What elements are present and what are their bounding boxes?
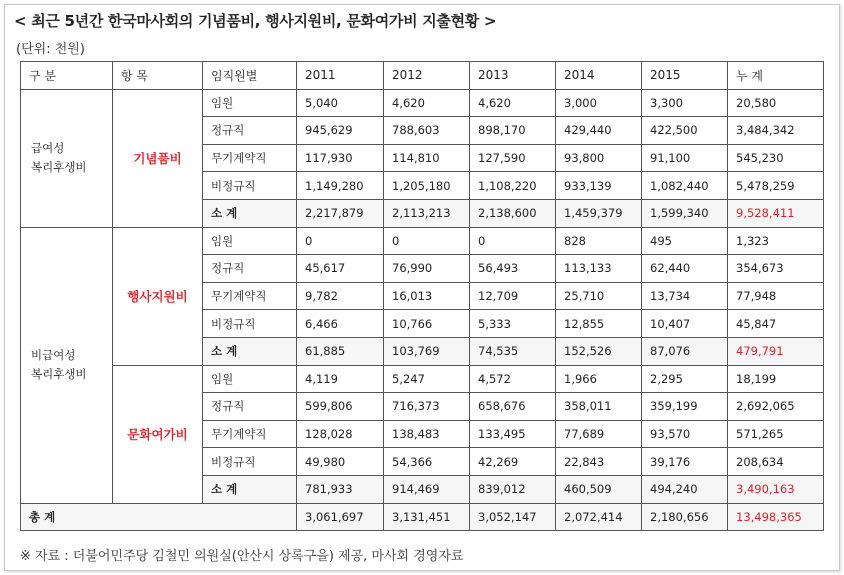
value-cell: 945,629	[297, 117, 384, 145]
value-cell: 933,139	[556, 172, 642, 200]
cumulative-cell: 5,478,259	[728, 172, 824, 200]
value-cell: 781,933	[297, 475, 384, 503]
value-cell: 1,149,280	[297, 172, 384, 200]
value-cell: 93,800	[556, 144, 642, 172]
value-cell: 127,590	[470, 144, 556, 172]
value-cell: 22,843	[556, 448, 642, 476]
value-cell: 359,199	[642, 393, 728, 421]
staff-type-cell: 소 계	[203, 337, 297, 365]
staff-type-cell: 소 계	[203, 475, 297, 503]
cumulative-cell: 208,634	[728, 448, 824, 476]
header-row	[21, 62, 824, 90]
grand-total-label: 총 계	[21, 503, 297, 530]
header-cell-staff-type: 임직원별	[203, 62, 297, 90]
value-cell: 2,113,213	[384, 199, 470, 227]
value-cell: 429,440	[556, 117, 642, 145]
value-cell: 0	[470, 227, 556, 255]
document-title: < 최근 5년간 한국마사회의 기념품비, 행사지원비, 문화여가비 지출현황 >	[14, 12, 497, 30]
table-row	[21, 227, 824, 255]
staff-type-cell: 소 계	[203, 199, 297, 227]
item-label: 기념품비	[113, 89, 203, 227]
value-cell: 460,509	[556, 475, 642, 503]
value-cell: 25,710	[556, 282, 642, 310]
value-cell: 49,980	[297, 448, 384, 476]
cumulative-cell: 18,199	[728, 365, 824, 393]
value-cell: 76,990	[384, 255, 470, 283]
value-cell: 898,170	[470, 117, 556, 145]
value-cell: 716,373	[384, 393, 470, 421]
value-cell: 42,269	[470, 448, 556, 476]
value-cell: 114,810	[384, 144, 470, 172]
value-cell: 9,782	[297, 282, 384, 310]
staff-type-cell: 비정규직	[203, 448, 297, 476]
cumulative-cell: 3,490,163	[728, 475, 824, 503]
value-cell: 1,599,340	[642, 199, 728, 227]
value-cell: 1,966	[556, 365, 642, 393]
grand-total-value: 3,131,451	[384, 503, 470, 530]
cumulative-cell: 571,265	[728, 420, 824, 448]
value-cell: 13,734	[642, 282, 728, 310]
header-cell-cumulative: 누 계	[728, 62, 824, 90]
cumulative-cell: 354,673	[728, 255, 824, 283]
item-label: 행사지원비	[113, 227, 203, 365]
grand-total-value: 3,052,147	[470, 503, 556, 530]
cumulative-cell: 9,528,411	[728, 199, 824, 227]
staff-type-cell: 비정규직	[203, 310, 297, 338]
cumulative-cell: 1,323	[728, 227, 824, 255]
header-cell-2014: 2014	[556, 62, 642, 90]
group-label-nonwage-welfare: 비급여성 복리후생비	[21, 227, 113, 503]
value-cell: 3,300	[642, 89, 728, 117]
value-cell: 4,572	[470, 365, 556, 393]
header-cell-2015: 2015	[642, 62, 728, 90]
staff-type-cell: 정규직	[203, 393, 297, 421]
staff-type-cell: 무기계약직	[203, 420, 297, 448]
value-cell: 914,469	[384, 475, 470, 503]
value-cell: 495	[642, 227, 728, 255]
source-note: ※ 자료 : 더불어민주당 김철민 의원실(안산시 상록구을) 제공, 마사회 경영자료	[20, 549, 464, 564]
staff-type-cell: 임원	[203, 89, 297, 117]
value-cell: 74,535	[470, 337, 556, 365]
cumulative-cell: 45,847	[728, 310, 824, 338]
expenditure-table	[20, 61, 824, 531]
value-cell: 10,766	[384, 310, 470, 338]
value-cell: 0	[384, 227, 470, 255]
staff-type-cell: 임원	[203, 227, 297, 255]
value-cell: 133,495	[470, 420, 556, 448]
value-cell: 113,133	[556, 255, 642, 283]
cumulative-cell: 545,230	[728, 144, 824, 172]
value-cell: 5,040	[297, 89, 384, 117]
cumulative-cell: 2,692,065	[728, 393, 824, 421]
header-cell-2012: 2012	[384, 62, 470, 90]
staff-type-cell: 정규직	[203, 255, 297, 283]
grand-total-value: 3,061,697	[297, 503, 384, 530]
unit-note: (단위: 천원)	[16, 42, 85, 57]
staff-type-cell: 임원	[203, 365, 297, 393]
header-cell-item: 항 목	[113, 62, 203, 90]
value-cell: 5,247	[384, 365, 470, 393]
cumulative-cell: 20,580	[728, 89, 824, 117]
value-cell: 0	[297, 227, 384, 255]
value-cell: 6,466	[297, 310, 384, 338]
value-cell: 788,603	[384, 117, 470, 145]
value-cell: 93,570	[642, 420, 728, 448]
grand-total-row	[21, 503, 824, 530]
value-cell: 2,138,600	[470, 199, 556, 227]
value-cell: 152,526	[556, 337, 642, 365]
value-cell: 1,459,379	[556, 199, 642, 227]
value-cell: 91,100	[642, 144, 728, 172]
value-cell: 39,176	[642, 448, 728, 476]
value-cell: 138,483	[384, 420, 470, 448]
staff-type-cell: 무기계약직	[203, 144, 297, 172]
value-cell: 10,407	[642, 310, 728, 338]
header-cell-category: 구 분	[21, 62, 113, 90]
grand-total-cumulative: 13,498,365	[728, 503, 824, 530]
cumulative-cell: 3,484,342	[728, 117, 824, 145]
value-cell: 658,676	[470, 393, 556, 421]
grand-total-value: 2,180,656	[642, 503, 728, 530]
cumulative-cell: 77,948	[728, 282, 824, 310]
value-cell: 45,617	[297, 255, 384, 283]
header-cell-2013: 2013	[470, 62, 556, 90]
value-cell: 12,709	[470, 282, 556, 310]
value-cell: 77,689	[556, 420, 642, 448]
value-cell: 16,013	[384, 282, 470, 310]
value-cell: 3,000	[556, 89, 642, 117]
value-cell: 5,333	[470, 310, 556, 338]
value-cell: 1,082,440	[642, 172, 728, 200]
value-cell: 103,769	[384, 337, 470, 365]
item-label: 문화여가비	[113, 365, 203, 503]
table-row	[21, 365, 824, 393]
value-cell: 828	[556, 227, 642, 255]
value-cell: 422,500	[642, 117, 728, 145]
value-cell: 2,217,879	[297, 199, 384, 227]
staff-type-cell: 정규직	[203, 117, 297, 145]
value-cell: 128,028	[297, 420, 384, 448]
value-cell: 87,076	[642, 337, 728, 365]
value-cell: 599,806	[297, 393, 384, 421]
staff-type-cell: 무기계약직	[203, 282, 297, 310]
grand-total-value: 2,072,414	[556, 503, 642, 530]
value-cell: 2,295	[642, 365, 728, 393]
header-cell-2011: 2011	[297, 62, 384, 90]
staff-type-cell: 비정규직	[203, 172, 297, 200]
value-cell: 358,011	[556, 393, 642, 421]
value-cell: 54,366	[384, 448, 470, 476]
value-cell: 62,440	[642, 255, 728, 283]
cumulative-cell: 479,791	[728, 337, 824, 365]
value-cell: 117,930	[297, 144, 384, 172]
value-cell: 4,620	[384, 89, 470, 117]
value-cell: 61,885	[297, 337, 384, 365]
value-cell: 494,240	[642, 475, 728, 503]
value-cell: 1,108,220	[470, 172, 556, 200]
value-cell: 1,205,180	[384, 172, 470, 200]
value-cell: 4,620	[470, 89, 556, 117]
value-cell: 4,119	[297, 365, 384, 393]
value-cell: 839,012	[470, 475, 556, 503]
value-cell: 12,855	[556, 310, 642, 338]
group-label-wage-welfare: 급여성 복리후생비	[21, 89, 113, 227]
table-row	[21, 89, 824, 117]
value-cell: 56,493	[470, 255, 556, 283]
